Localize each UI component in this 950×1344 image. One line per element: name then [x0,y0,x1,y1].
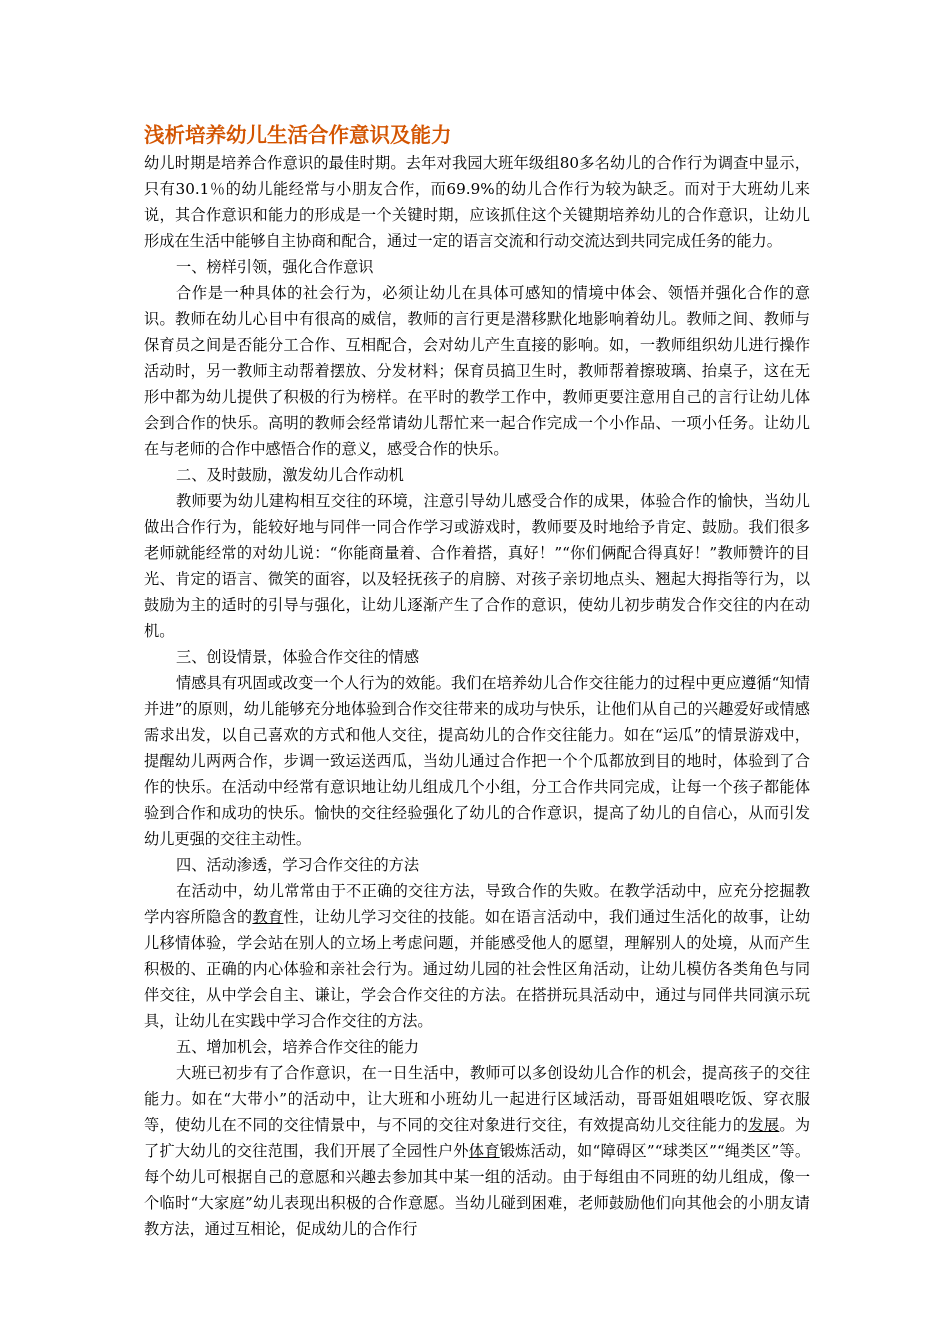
section-heading-4: 四、活动渗透，学习合作交往的方法 [176,856,419,874]
section-heading-5: 五、增加机会，培养合作交往的能力 [176,1038,419,1056]
document-title: 浅析培养幼儿生活合作意识及能力 [144,123,452,147]
section-body-4 [144,878,810,1034]
section-body-5 [144,1060,810,1242]
intro-paragraph: 幼儿时期是培养合作意识的最佳时期。去年对我园大班年级组80多名幼儿的合作行为调查中显示，只有30.1％的幼儿能经常与小朋友合作，而69.9%的幼儿合作行为较为缺乏。而对于大班幼儿来说，其合作意识和能力的形成是一个关键时期，应该抓住这个关键期培养幼儿的合作意识，让幼儿形成在生活中能够自主协商和配合，通过一定的语言交流和行动交流达到共同完成任务的能力。 [144,154,810,250]
section-body-4-part-a: 在活动中，幼儿常常由于不正确的交往方法，导致合作的失败。在教学活动中，应充分挖掘教学内容所隐含的 [144,882,810,926]
section-heading-1: 一、榜样引领，强化合作意识 [176,258,374,276]
section-heading-3: 三、创设情景，体验合作交往的情感 [176,648,419,666]
document-page [144,120,810,1242]
section-body-2: 教师要为幼儿建构相互交往的环境，注意引导幼儿感受合作的成果，体验合作的愉快，当幼儿做出合作行为，能较好地与同伴一同合作学习或游戏时，教师要及时地给予肯定、鼓励。我们很多老师就能经常的对幼儿说：“你能商量着、合作着搭，真好！”“你们俩配合得真好！”教师赞许的目光、肯定的语言、微笑的面容，以及轻抚孩子的肩膀、对孩子亲切地点头、翘起大拇指等行为，以鼓励为主的适时的引导与强化，让幼儿逐渐产生了合作的意识，使幼儿初步萌发合作交往的内在动机。 [144,492,810,640]
section-body-4-part-b: 性，让幼儿学习交往的技能。如在语言活动中，我们通过生活化的故事，让幼儿移情体验，学会站在别人的立场上考虑问题，并能感受他人的愿望，理解别人的处境，从而产生积极的、正确的内心体验和亲社会行为。通过幼儿园的社会性区角活动，让幼儿模仿各类角色与同伴交往，从中学会自主、谦让，学会合作交往的方法。在搭拼玩具活动中，通过与同伴共同演示玩具，让幼儿在实践中学习合作交往的方法。 [144,908,811,1030]
section-body-5-part-c: 锻炼活动，如“障碍区”“球类区”“绳类区”等。每个幼儿可根据自己的意愿和兴趣去参加其中某一组的活动。由于每组由不同班的幼儿组成，像一个临时“大家庭”幼儿表现出积极的合作意愿。当幼儿碰到困难，老师鼓励他们向其他会的小朋友请教方法，通过互相论，促成幼儿的合作行 [144,1142,811,1238]
section-body-5-part-b: 。为了扩大幼儿的交往范围，我们开展了全园性户外 [144,1116,811,1160]
section-heading-2: 二、及时鼓励，激发幼儿合作动机 [176,466,404,484]
link-development[interactable]: 发展 [748,1116,780,1134]
section-body-5-part-a: 大班已初步有了合作意识，在一日生活中，教师可以多创设幼儿合作的机会，提高孩子的交往能力。如在“大带小”的活动中，让大班和小班幼儿一起进行区域活动，哥哥姐姐喂吃饭、穿衣服等，使幼儿在不同的交往情景中，与不同的交往对象进行交往，有效提高幼儿交往能力的 [144,1064,810,1134]
section-body-3: 情感具有巩固或改变一个人行为的效能。我们在培养幼儿合作交往能力的过程中更应遵循“知情并进”的原则，幼儿能够充分地体验到合作交往带来的成功与快乐，让他们从自己的兴趣爱好或情感需求出发，以自己喜欢的方式和他人交往，提高幼儿的合作交往能力。如在“运瓜”的情景游戏中，提醒幼儿两两合作，步调一致运送西瓜，当幼儿通过合作把一个个瓜都放到目的地时，体验到了合作的快乐。在活动中经常有意识地让幼儿组成几个小组，分工合作共同完成，让每一个孩子都能体验到合作和成功的快乐。愉快的交往经验强化了幼儿的合作意识，提高了幼儿的自信心，从而引发幼儿更强的交往主动性。 [144,674,810,848]
link-sports[interactable]: 体育 [468,1142,500,1160]
section-body-1: 合作是一种具体的社会行为，必须让幼儿在具体可感知的情境中体会、领悟并强化合作的意识。教师在幼儿心目中有很高的威信，教师的言行更是潜移默化地影响着幼儿。教师之间、教师与保育员之间是否能分工合作、互相配合，会对幼儿产生直接的影响。如，一教师组织幼儿进行操作活动时，另一教师主动帮着摆放、分发材料；保育员搞卫生时，教师帮着擦玻璃、抬桌子，这在无形中都为幼儿提供了积极的行为榜样。在平时的教学工作中，教师更要注意用自己的言行让幼儿体会到合作的快乐。高明的教师会经常请幼儿帮忙来一起合作完成一个小作品、一项小任务。让幼儿在与老师的合作中感悟合作的意义，感受合作的快乐。 [144,284,810,458]
link-education[interactable]: 教育 [252,908,284,926]
